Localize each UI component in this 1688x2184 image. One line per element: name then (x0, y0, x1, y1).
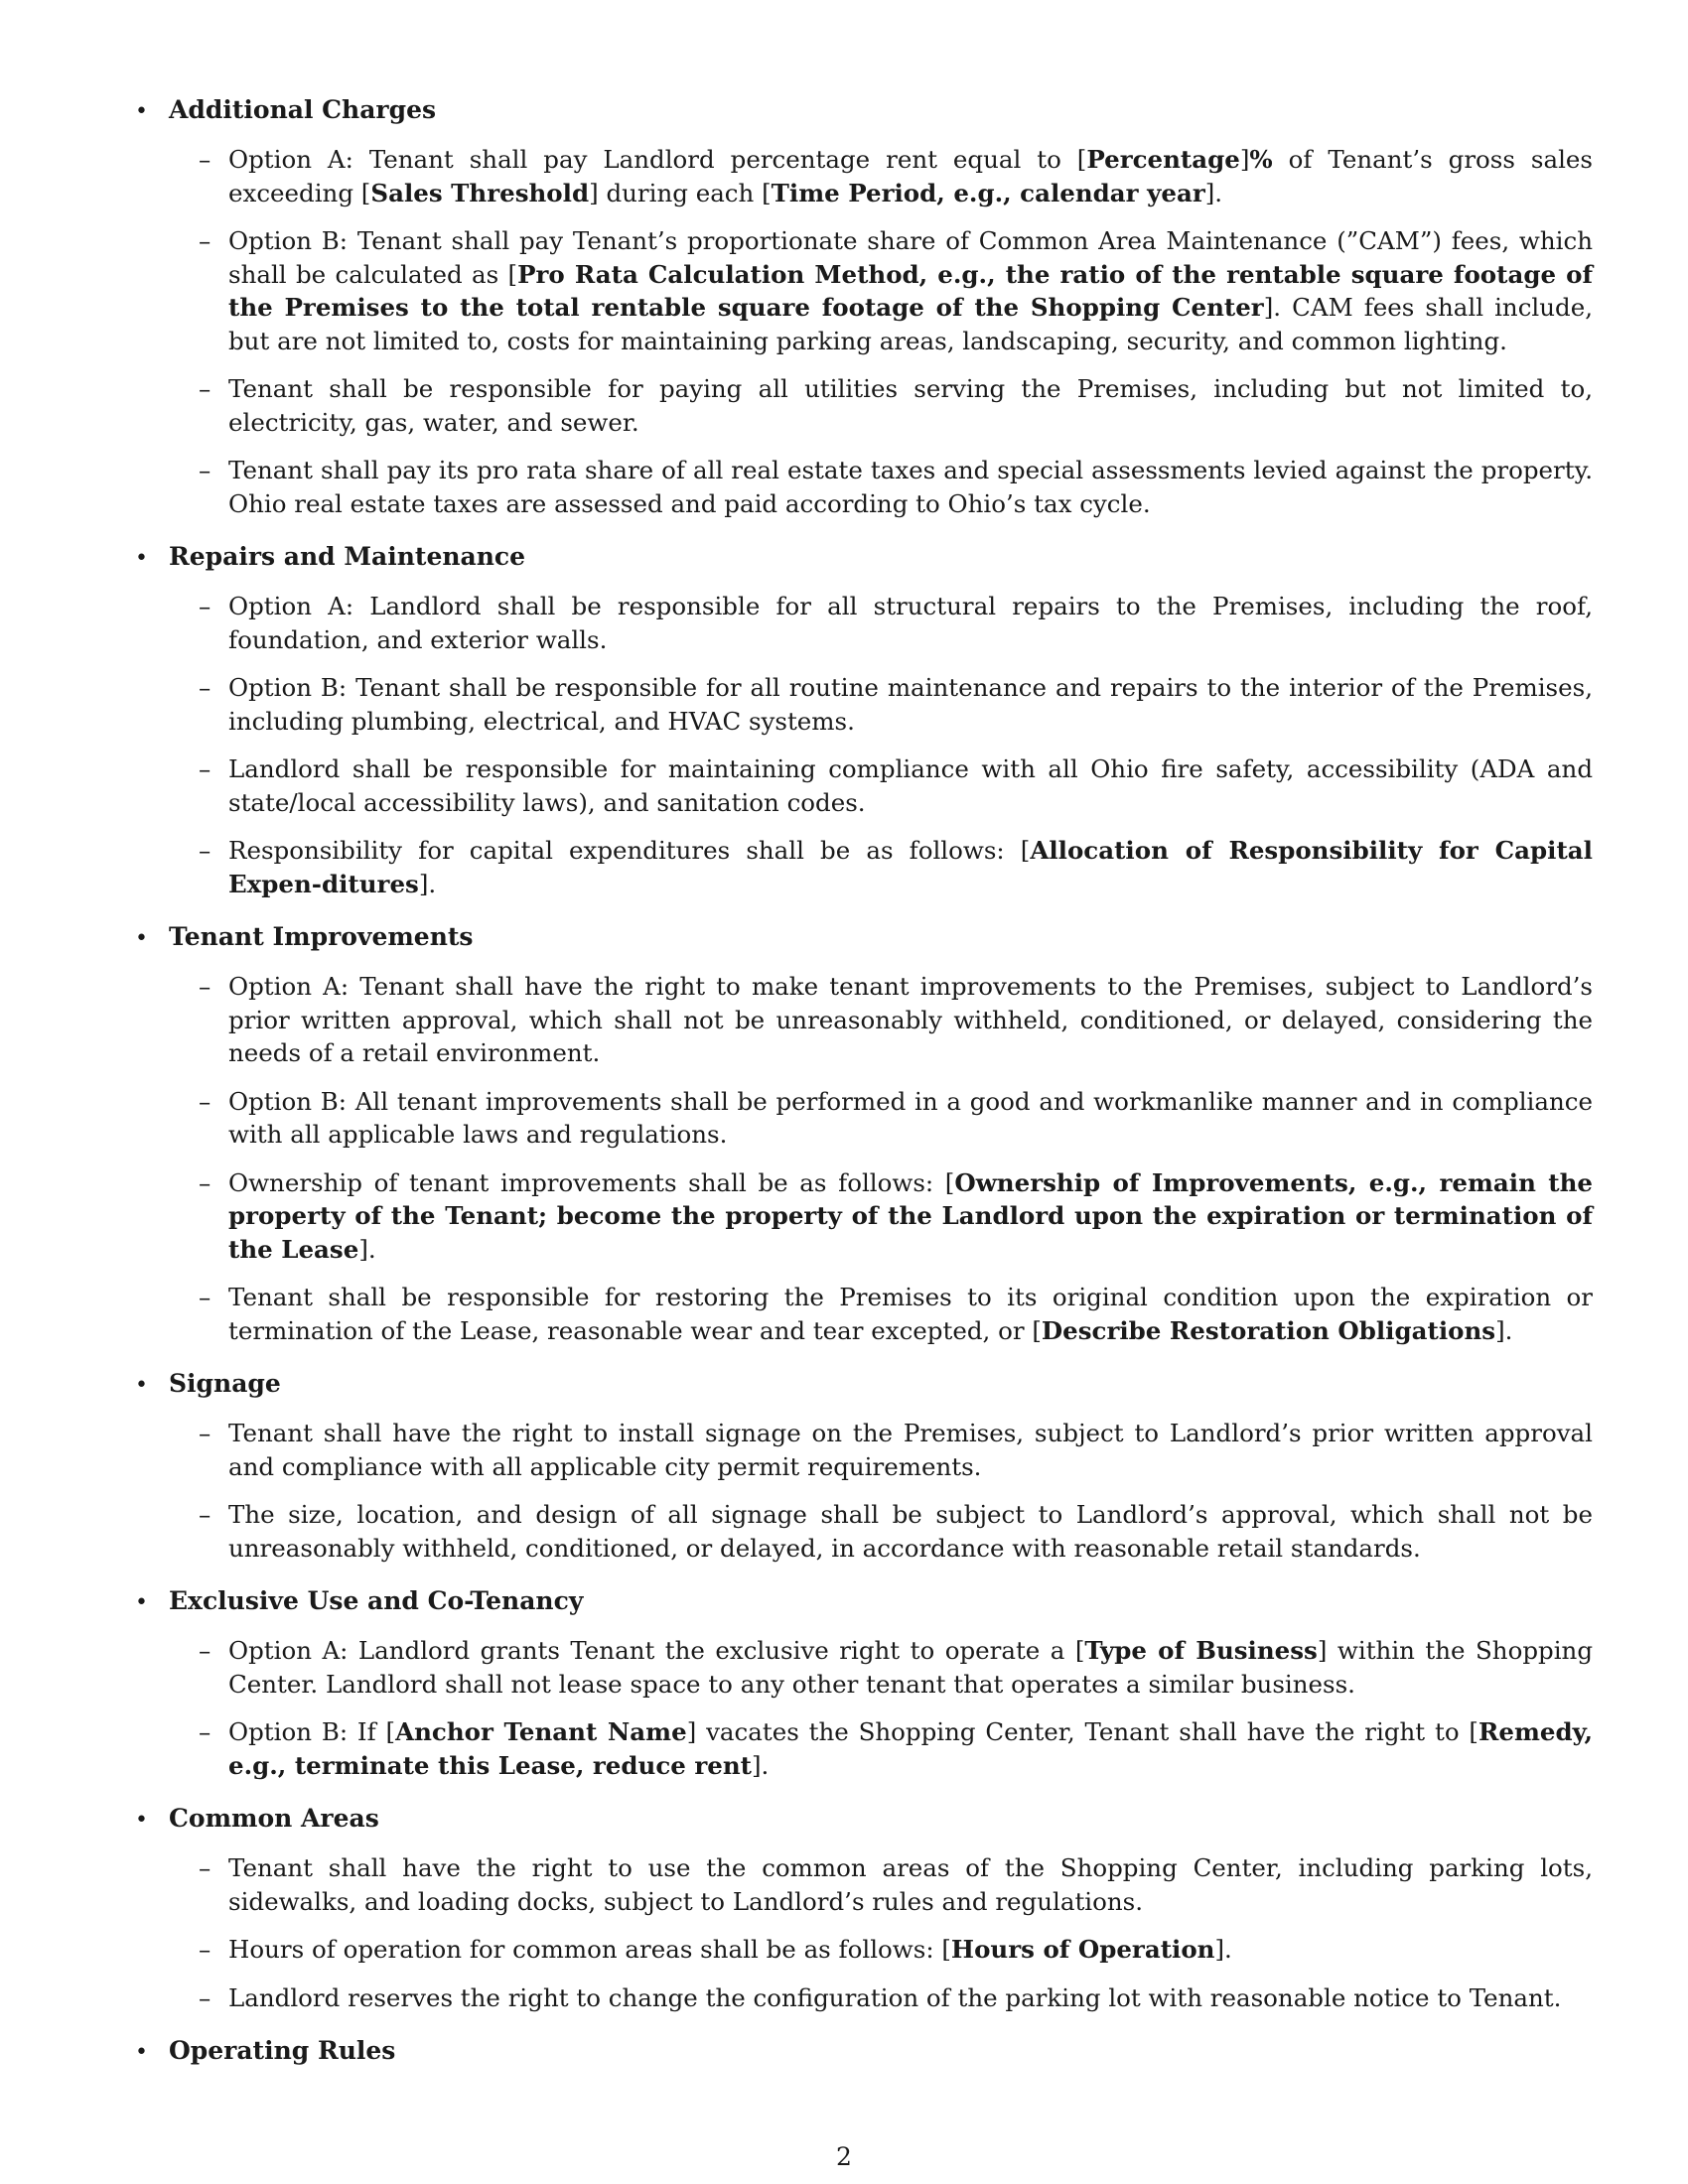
section-items (169, 970, 1593, 1347)
clause-text: ]. (1495, 1315, 1513, 1345)
dash-icon: – (199, 1500, 211, 1529)
section-repairs-and-maintenance (133, 542, 1593, 900)
section-additional-charges (133, 95, 1593, 520)
list-item (169, 834, 1593, 900)
placeholder-field: Sales Threshold (370, 178, 590, 207)
clause-text: ]. CAM fees shall include, but are not limited to, costs for maintaining parking areas, landscaping, security, and common lighting. (228, 293, 1593, 355)
clause-text: Landlord reserves the right to change the configuration of the parking lot with reasonable notice to Tenant. (228, 1982, 1562, 2012)
clause-text: ]. (1204, 178, 1223, 207)
dash-icon: – (199, 1935, 211, 1964)
list-item (169, 1498, 1593, 1565)
section-title: Signage (169, 1369, 281, 1398)
clause-text: Option A: Tenant shall have the right to make tenant improvements to the Premises, subject to Landlord’s prior written approval, which shall not be unreasonably withheld, conditioned, or delayed, considering the needs of a retail environment. (228, 972, 1593, 1067)
placeholder-field: Ownership of Improvements, e.g., remain the property of the Tenant; become the property of the Landlord upon the expiration or termination of the Lease (228, 1167, 1593, 1264)
clause-text: Ownership of tenant improvements shall be as follows: [ (228, 1167, 955, 1197)
section-items (169, 1851, 1593, 2014)
section-title: Additional Charges (169, 95, 437, 124)
list-item (169, 224, 1593, 357)
clause-text: ] during each [ (589, 178, 772, 207)
dash-icon: – (199, 1086, 211, 1116)
clause-text: ] (1239, 145, 1250, 174)
dash-icon: – (199, 972, 211, 1001)
section-title: Exclusive Use and Co-Tenancy (169, 1586, 584, 1615)
dash-icon: – (199, 1636, 211, 1665)
placeholder-field: Hours of Operation (950, 1935, 1215, 1964)
list-item (169, 1085, 1593, 1152)
list-item (169, 590, 1593, 656)
section-common-areas (133, 1804, 1593, 2014)
bullet-icon: • (135, 926, 148, 951)
list-item (169, 1933, 1593, 1967)
clause-text: Landlord shall be responsible for maintaining compliance with all Ohio fire safety, accessibility (ADA and state/local accessibility laws), and sanitation codes. (228, 754, 1593, 817)
section-operating-rules (133, 2036, 1593, 2066)
section-items (169, 590, 1593, 900)
clause-text: Option A: Tenant shall pay Landlord percentage rent equal to [ (228, 145, 1087, 174)
dash-icon: – (199, 145, 211, 174)
document-body (133, 95, 1593, 2088)
dash-icon: – (199, 1853, 211, 1882)
dash-icon: – (199, 226, 211, 255)
list-item (169, 454, 1593, 520)
list-item (169, 970, 1593, 1070)
list-item (169, 1417, 1593, 1483)
clause-text: Option B: Tenant shall pay Tenant’s proportionate share of Common Area Maintenance (”CAM”) fees, which shall be calculated as [ (228, 226, 1593, 289)
dash-icon: – (199, 592, 211, 620)
list-item (169, 1981, 1593, 2015)
dash-icon: – (199, 1982, 211, 2012)
clause-text: ]. (418, 869, 437, 898)
placeholder-field: % (1249, 145, 1273, 174)
section-items (169, 143, 1593, 520)
clause-text: Responsibility for capital expenditures shall be as follows: [ (228, 836, 1031, 865)
dash-icon: – (199, 836, 211, 865)
clause-text: Option A: Landlord grants Tenant the exclusive right to operate a [ (228, 1636, 1085, 1665)
section-tenant-improvements (133, 922, 1593, 1347)
section-title: Operating Rules (169, 2036, 396, 2065)
clause-text: Option B: All tenant improvements shall be performed in a good and workmanlike manner and in compliance with all applicable laws and regulations. (228, 1086, 1593, 1149)
clause-text: Tenant shall be responsible for paying all utilities serving the Premises, including but not limited to, electricity, gas, water, and sewer. (228, 374, 1593, 437)
clause-text: Tenant shall have the right to install signage on the Premises, subject to Landlord’s prior written approval and compliance with all applicable city permit requirements. (228, 1419, 1593, 1481)
bullet-icon: • (135, 1808, 148, 1833)
clause-text: ]. (1214, 1935, 1232, 1964)
list-item (169, 1851, 1593, 1918)
section-items (169, 1634, 1593, 1782)
dash-icon: – (199, 374, 211, 403)
dash-icon: – (199, 456, 211, 484)
list-item (169, 1634, 1593, 1701)
list-item (169, 1166, 1593, 1267)
clause-text: Hours of operation for common areas shall be as follows: [ (228, 1935, 951, 1964)
section-signage (133, 1369, 1593, 1565)
section-title: Repairs and Maintenance (169, 542, 526, 571)
dash-icon: – (199, 673, 211, 702)
clause-text: Option B: Tenant shall be responsible for all routine maintenance and repairs to the interior of the Premises, including plumbing, electrical, and HVAC systems. (228, 673, 1593, 736)
list-item (169, 671, 1593, 738)
placeholder-field: Time Period, e.g., calendar year (771, 178, 1205, 207)
section-title: Tenant Improvements (169, 922, 474, 951)
clause-text: Option B: If [ (228, 1717, 396, 1746)
placeholder-field: Remedy, e.g., terminate this Lease, reduce rent (228, 1717, 1594, 1780)
bullet-icon: • (135, 1373, 148, 1398)
list-item (169, 143, 1593, 209)
clause-text: ] within the Shopping Center. Landlord shall not lease space to any other tenant that operates a similar business. (228, 1636, 1594, 1699)
clause-text: Tenant shall pay its pro rata share of all real estate taxes and special assessments levied against the property. Ohio real estate taxes are assessed and paid according to Ohio’s tax cycle. (228, 456, 1593, 518)
dash-icon: – (199, 1283, 211, 1311)
clause-text: The size, location, and design of all signage shall be subject to Landlord’s approval, which shall not be unreasonably withheld, conditioned, or delayed, in accordance with reasonable retail standards. (228, 1500, 1593, 1563)
dash-icon: – (199, 754, 211, 783)
placeholder-field: Percentage (1086, 145, 1240, 174)
clause-text: ] vacates the Shopping Center, Tenant shall have the right to [ (686, 1717, 1478, 1746)
bullet-icon: • (135, 1590, 148, 1615)
dash-icon: – (199, 1167, 211, 1197)
section-title: Common Areas (169, 1804, 379, 1833)
placeholder-field: Type of Business (1084, 1636, 1318, 1665)
placeholder-field: Describe Restoration Obligations (1041, 1315, 1496, 1345)
clause-text: Tenant shall be responsible for restoring the Premises to its original condition upon the expiration or termination of the Lease, reasonable wear and tear excepted, or [ (228, 1283, 1593, 1345)
section-exclusive-use-and-co-tenancy (133, 1586, 1593, 1782)
placeholder-field: Allocation of Responsibility for Capital Expen-ditures (228, 836, 1593, 898)
clause-text: ]. (752, 1750, 770, 1780)
dash-icon: – (199, 1419, 211, 1447)
list-item (169, 1281, 1593, 1347)
list-item (169, 372, 1593, 439)
dash-icon: – (199, 1717, 211, 1746)
bullet-icon: • (135, 546, 148, 571)
bullet-icon: • (135, 99, 148, 124)
clause-text: of Tenant’s gross sales exceeding [ (228, 145, 1593, 207)
list-item (169, 1715, 1593, 1782)
clause-text: Option A: Landlord shall be responsible for all structural repairs to the Premises, including the roof, foundation, and exterior walls. (228, 592, 1593, 654)
clause-text: ]. (358, 1234, 376, 1264)
page-number: 2 (836, 2142, 852, 2171)
clause-text: Tenant shall have the right to use the common areas of the Shopping Center, including parking lots, sidewalks, and loading docks, subject to Landlord’s rules and regulations. (228, 1853, 1593, 1916)
placeholder-field: Pro Rata Calculation Method, e.g., the ratio of the rentable square footage of the Premises to the total rentable square footage of the Shopping Center (228, 259, 1594, 322)
bullet-icon: • (135, 2040, 148, 2065)
list-item (169, 752, 1593, 819)
section-items (169, 1417, 1593, 1565)
placeholder-field: Anchor Tenant Name (395, 1717, 687, 1746)
